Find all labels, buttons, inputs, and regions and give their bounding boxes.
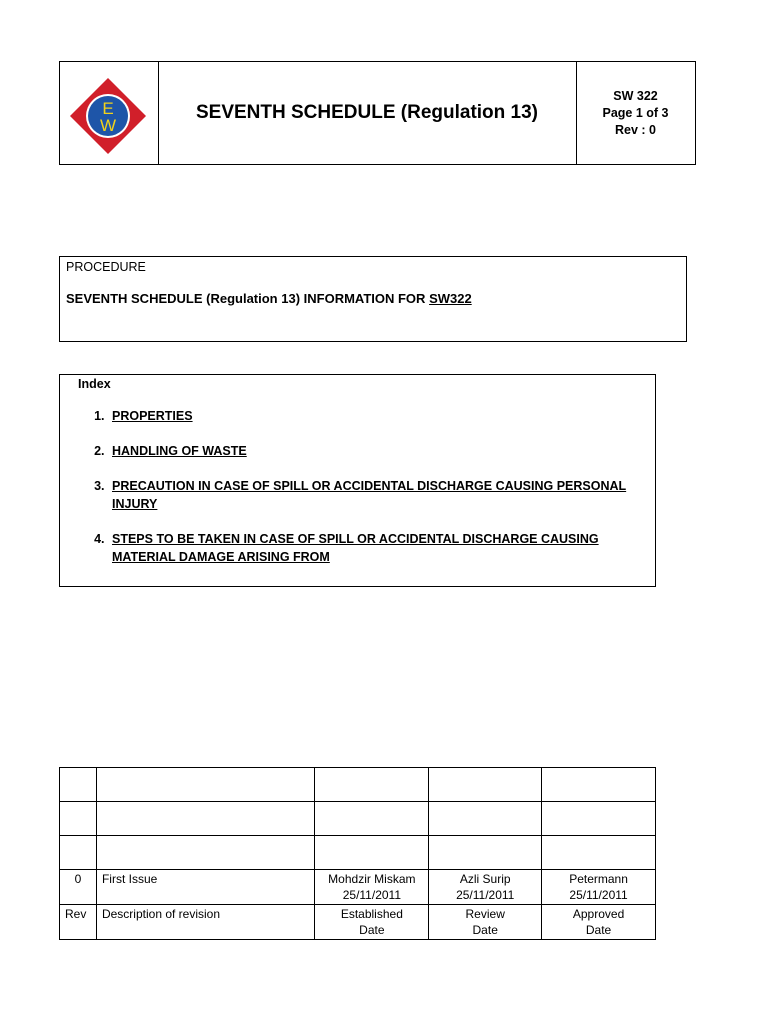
review-header (429, 905, 542, 940)
rev-cell: 0 (60, 870, 97, 905)
date-label: Date (359, 923, 385, 937)
procedure-subject (66, 291, 680, 306)
description-cell: First Issue (96, 870, 314, 905)
review-label: Review (465, 907, 505, 921)
company-logo (68, 76, 148, 156)
revision-number: Rev : 0 (615, 122, 656, 137)
approved-header (542, 905, 656, 940)
established-header (315, 905, 429, 940)
document-header (59, 61, 696, 165)
index-label: Index (78, 377, 111, 391)
logo-cell (60, 62, 159, 164)
index-item (108, 442, 637, 460)
procedure-subject-code: SW322 (429, 291, 472, 306)
procedure-box (59, 256, 687, 342)
document-code: SW 322 (613, 88, 658, 103)
page-number: Page 1 of 3 (602, 105, 669, 120)
index-link-handling-of-waste[interactable]: HANDLING OF WASTE (112, 444, 247, 458)
table-row (60, 870, 656, 905)
table-row (60, 768, 656, 802)
index-item (108, 407, 637, 425)
review-date: 25/11/2011 (456, 888, 515, 902)
review-cell (429, 870, 542, 905)
index-link-precaution[interactable]: PRECAUTION IN CASE OF SPILL OR ACCIDENTAL DISCHARGE CAUSING PERSONAL INJURY (112, 479, 627, 511)
approved-name: Petermann (569, 872, 628, 886)
table-row (60, 836, 656, 870)
index-link-steps[interactable]: STEPS TO BE TAKEN IN CASE OF SPILL OR ACCIDENTAL DISCHARGE CAUSING MATERIAL DAMAGE ARISING FROM (112, 532, 599, 564)
procedure-label: PROCEDURE (66, 260, 146, 274)
established-date: 25/11/2011 (342, 888, 401, 902)
approved-cell (542, 870, 656, 905)
date-label: Date (472, 923, 498, 937)
established-cell (315, 870, 429, 905)
title-cell (158, 62, 577, 164)
table-footer-row (60, 905, 656, 940)
table-row (60, 802, 656, 836)
index-box (59, 374, 656, 587)
index-list (78, 407, 637, 566)
document-title: SEVENTH SCHEDULE (Regulation 13) (195, 102, 539, 123)
date-label: Date (585, 923, 612, 937)
index-link-properties[interactable]: PROPERTIES (112, 409, 193, 423)
revision-table (59, 767, 656, 940)
index-item (108, 477, 637, 513)
approved-label: Approved (572, 907, 625, 921)
description-header: Description of revision (96, 905, 314, 940)
svg-text:E: E (102, 99, 114, 118)
established-label: Established (340, 907, 403, 921)
index-item (108, 530, 637, 566)
established-name: Mohdzir Miskam (328, 872, 416, 886)
svg-text:W: W (99, 116, 117, 135)
approved-date: 25/11/2011 (569, 888, 628, 902)
rev-header: Rev (60, 905, 97, 940)
review-name: Azli Surip (459, 872, 511, 886)
reference-cell (576, 62, 695, 164)
procedure-subject-text: SEVENTH SCHEDULE (Regulation 13) INFORMATION FOR (66, 291, 430, 306)
